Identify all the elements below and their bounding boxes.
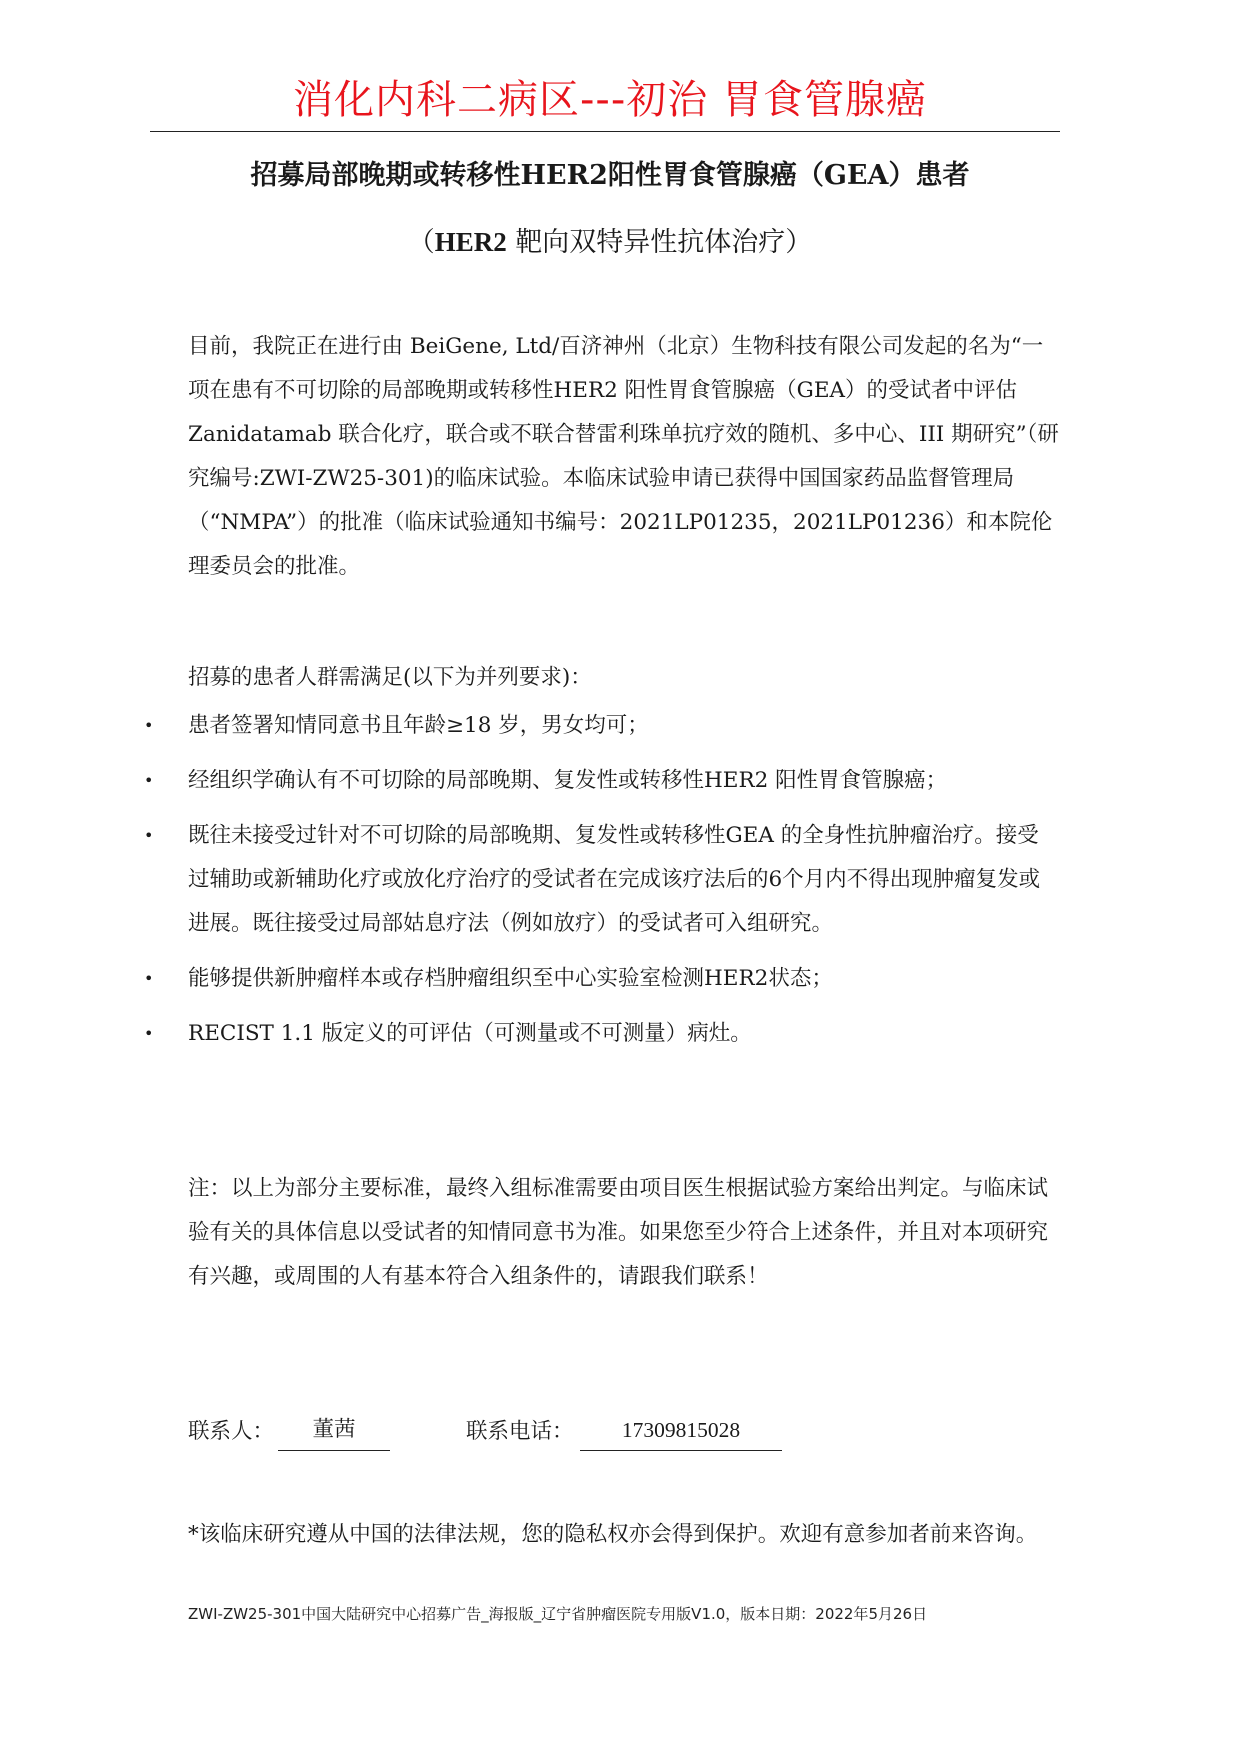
treatment-subtitle-rest: 靶向双特异性抗体治疗） [506,227,813,258]
page-title: 消化内科二病区---初治 胃食管腺癌 [292,77,927,123]
list-item [140,957,1060,1001]
bullet-icon: • [144,969,154,988]
document-footer: ZWI-ZW25-301中国大陆研究中心招募广告_海报版_辽宁省肿瘤医院专用版V1.0，版本日期：2022年5月26日 [188,1605,928,1623]
list-item [140,1012,1060,1056]
treatment-subtitle-open: （ [407,227,435,258]
contact-phone-label: 联系电话： [466,1419,574,1444]
criteria-text: 经组织学确认有不可切除的局部晚期、复发性或转移性HER2 阳性胃食管腺癌； [188,768,948,793]
contact-phone-value: 17309815028 [580,1410,782,1451]
title-divider [150,131,1060,132]
treatment-subtitle-her2: HER2 [434,227,507,257]
inclusion-criteria-list [140,704,1060,1067]
study-introduction: 目前，我院正在进行由 BeiGene, Ltd/百济神州（北京）生物科技有限公司发起的名为“一项在患有不可切除的局部晚期或转移性HER2 阳性胃食管腺癌（GEA）的受试者中评估Zanidatamab 联合化疗，联合或不联合替雷利珠单抗疗效的随机、多中心、III 期研究”（研究编号:ZWI-ZW25-301)的临床试验。本临床试验申请已获得中国国家药品监督管理局（“NMPA”）的批准（临床试验通知书编号：2021LP01235，2021LP01236）和本院伦理委员会的批准。 [188,334,1059,579]
criteria-text: RECIST 1.1 版定义的可评估（可测量或不可测量）病灶。 [188,1021,752,1046]
criteria-text: 患者签署知情同意书且年龄≥18 岁，男女均可； [188,713,649,738]
bullet-icon: • [144,1024,154,1043]
treatment-subtitle [150,224,1070,261]
list-item [140,704,1060,748]
bullet-icon: • [144,771,154,790]
contact-person-label: 联系人： [188,1419,275,1444]
list-item [140,814,1060,946]
criteria-text: 能够提供新肿瘤样本或存档肿瘤组织至中心实验室检测HER2状态； [188,966,833,991]
contact-info [188,1410,1068,1454]
contact-person-value: 董茜 [278,1410,390,1451]
list-item [140,759,1060,803]
criteria-note: 注：以上为部分主要标准，最终入组标准需要由项目医生根据试验方案给出判定。与临床试验有关的具体信息以受试者的知情同意书为准。如果您至少符合上述条件，并且对本项研究有兴趣，或周围的人有基本符合入组条件的，请跟我们联系！ [188,1176,1049,1289]
criteria-heading: 招募的患者人群需满足(以下为并列要求)： [188,665,592,690]
recruitment-subtitle: 招募局部晚期或转移性HER2阳性胃食管腺癌（GEA）患者 [250,160,970,191]
bullet-icon: • [144,716,154,735]
criteria-text: 既往未接受过针对不可切除的局部晚期、复发性或转移性GEA 的全身性抗肿瘤治疗。接受过辅助或新辅助化疗或放化疗治疗的受试者在完成该疗法后的6个月内不得出现肿瘤复发或进展。既往接受过局部姑息疗法（例如放疗）的受试者可入组研究。 [188,823,1041,936]
bullet-icon: • [144,826,154,845]
privacy-statement: *该临床研究遵从中国的法律法规，您的隐私权亦会得到保护。欢迎有意参加者前来咨询。 [188,1522,1038,1547]
